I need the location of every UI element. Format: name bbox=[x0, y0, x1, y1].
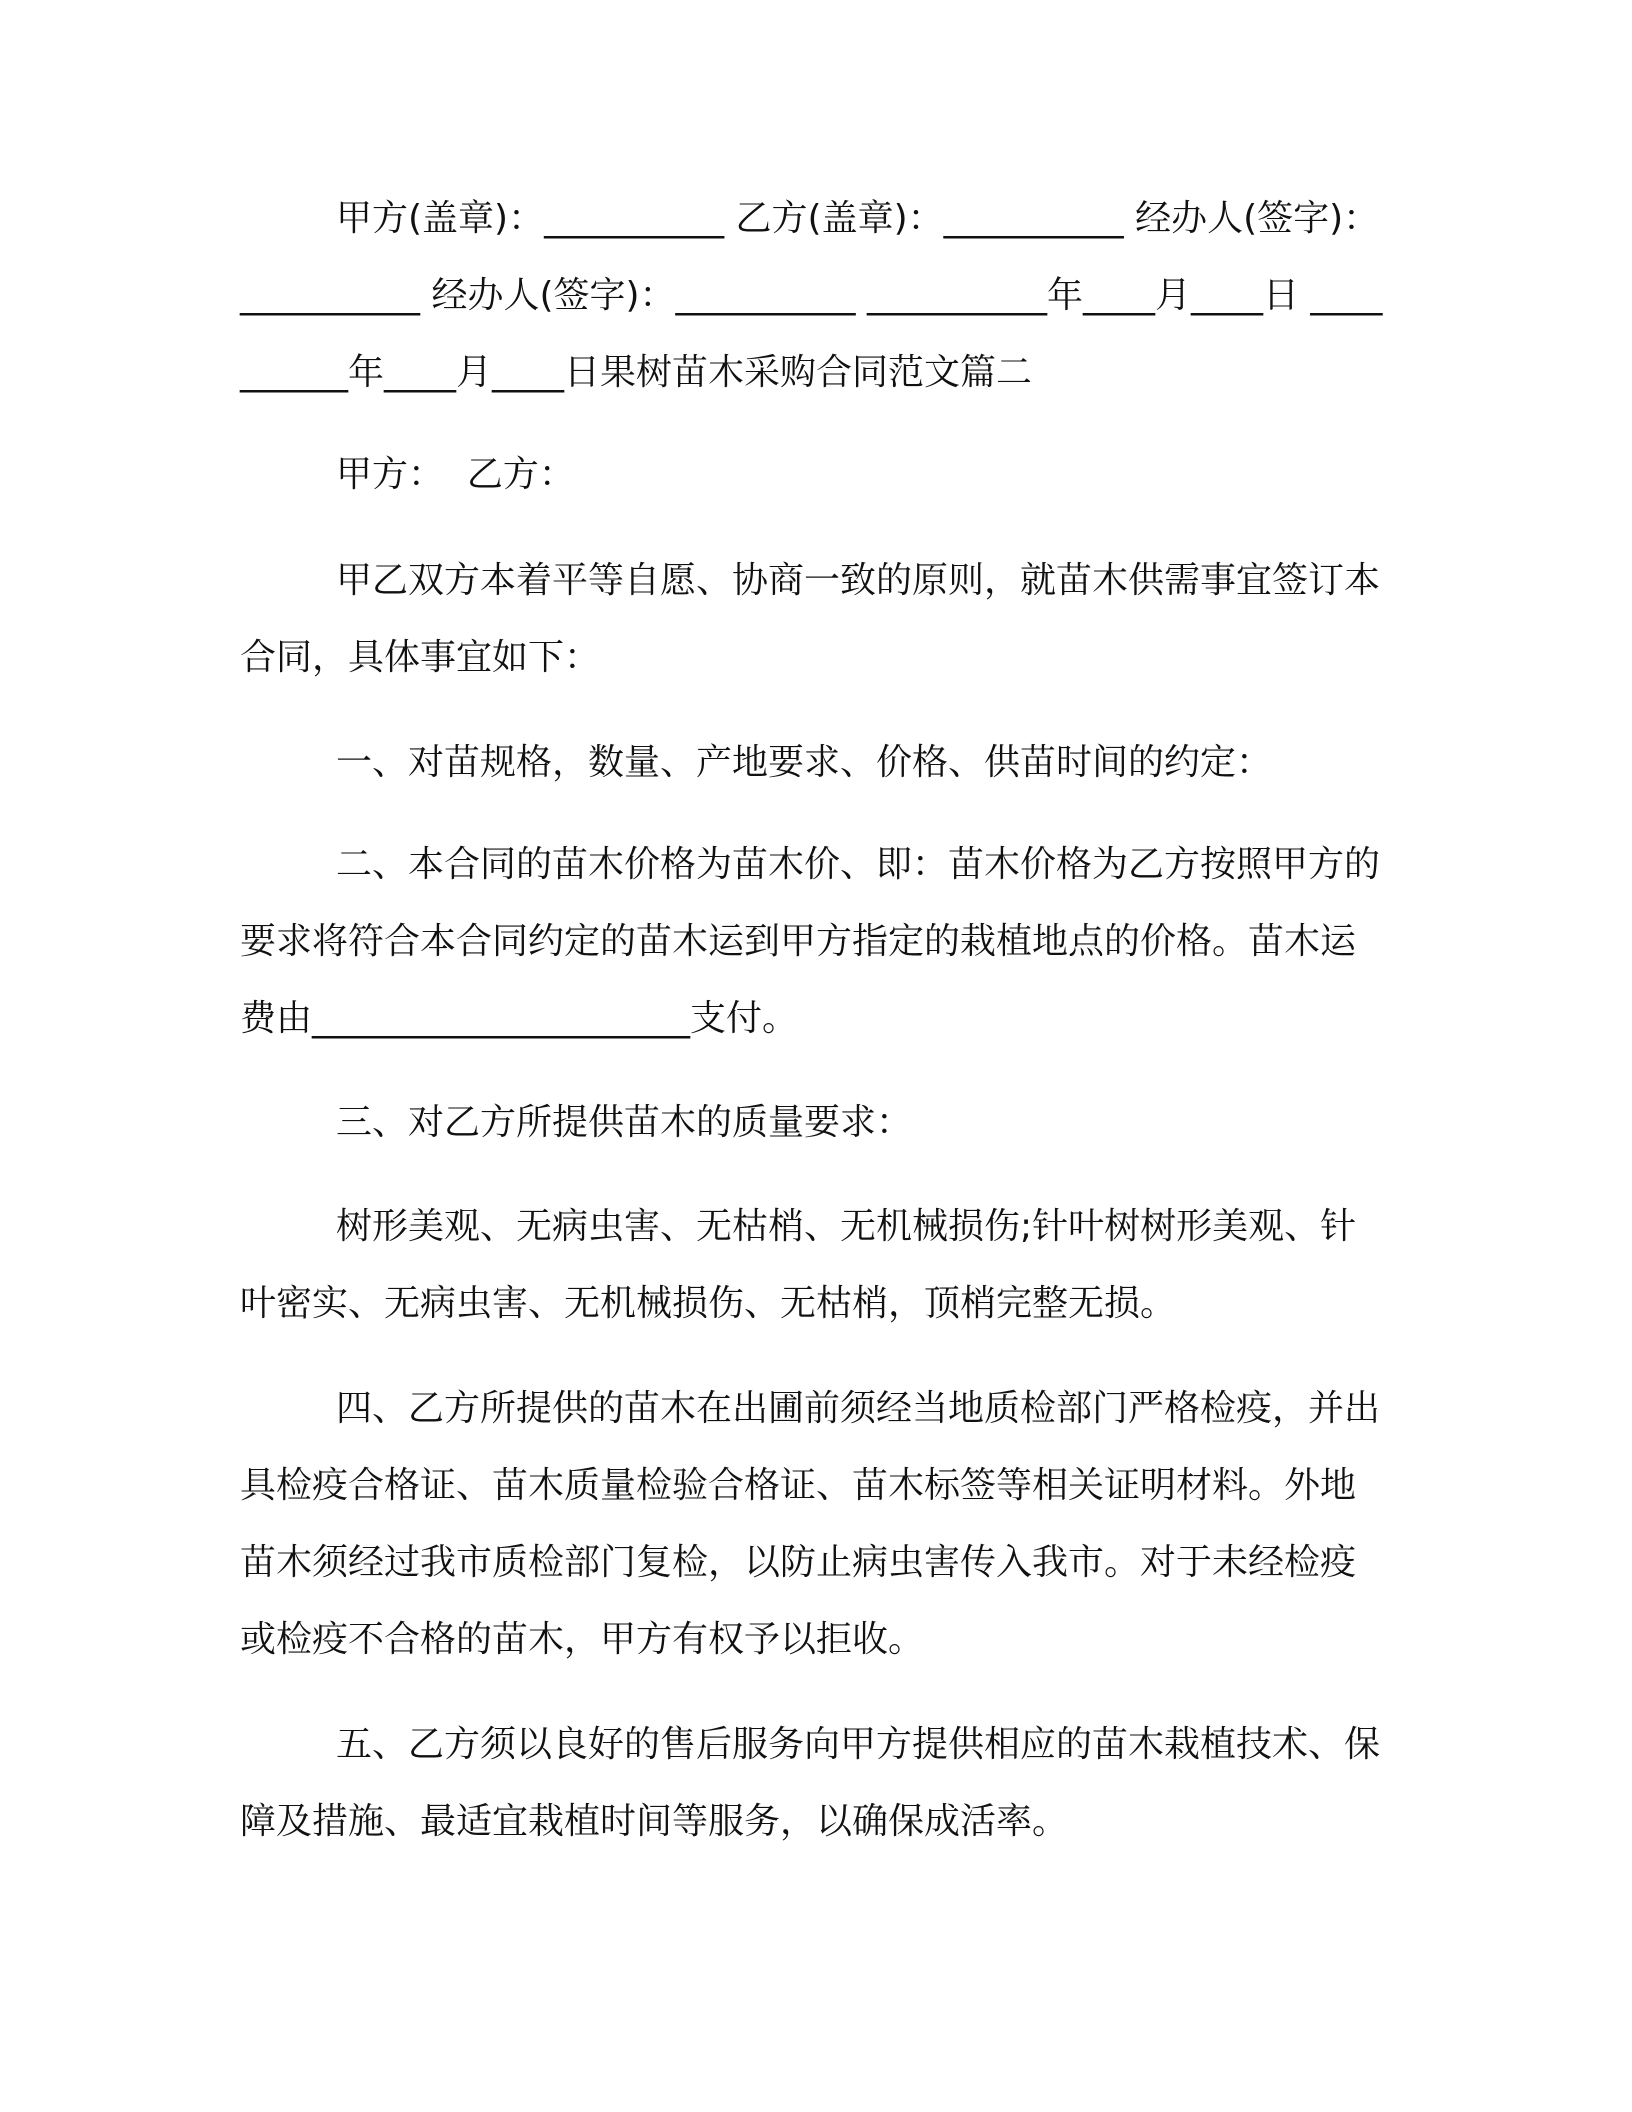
intro-paragraph: 甲乙双方本着平等自愿、协商一致的原则，就苗木供需事宜签订本合同，具体事宜如下： bbox=[240, 560, 1381, 678]
clause-1-paragraph: 一、对苗规格，数量、产地要求、价格、供苗时间的约定： bbox=[336, 742, 1273, 783]
quality-requirements-paragraph: 树形美观、无病虫害、无枯梢、无机械损伤;针叶树树形美观、针叶密实、无病虫害、无机械损伤、无枯梢，顶梢完整无损。 bbox=[240, 1206, 1357, 1324]
clause-4-paragraph: 四、乙方所提供的苗木在出圃前须经当地质检部门严格检疫，并出具检疫合格证、苗木质量检验合格证、苗木标签等相关证明材料。外地苗木须经过我市质检部门复检，以防止病虫害传入我市。对于未经检疫或检疫不合格的苗木，甲方有权予以拒收。 bbox=[240, 1388, 1381, 1660]
signature-block-paragraph: 甲方(盖章)：__________ 乙方(盖章)：__________ 经办人(签字)：__________ 经办人(签字)：__________ __________年____月____日 __________年____月____日果树苗木采购合同范文篇二 bbox=[240, 198, 1383, 393]
clause-5-paragraph: 五、乙方须以良好的售后服务向甲方提供相应的苗木栽植技术、保障及措施、最适宜栽植时间等服务，以确保成活率。 bbox=[240, 1724, 1381, 1842]
parties-paragraph: 甲方： 乙方： bbox=[336, 454, 575, 495]
clause-3-paragraph: 三、对乙方所提供苗木的质量要求： bbox=[336, 1102, 913, 1143]
clause-2-paragraph: 二、本合同的苗木价格为苗木价、即：苗木价格为乙方按照甲方的要求将符合本合同约定的苗木运到甲方指定的栽植地点的价格。苗木运费由_____________________支付。 bbox=[240, 844, 1381, 1039]
